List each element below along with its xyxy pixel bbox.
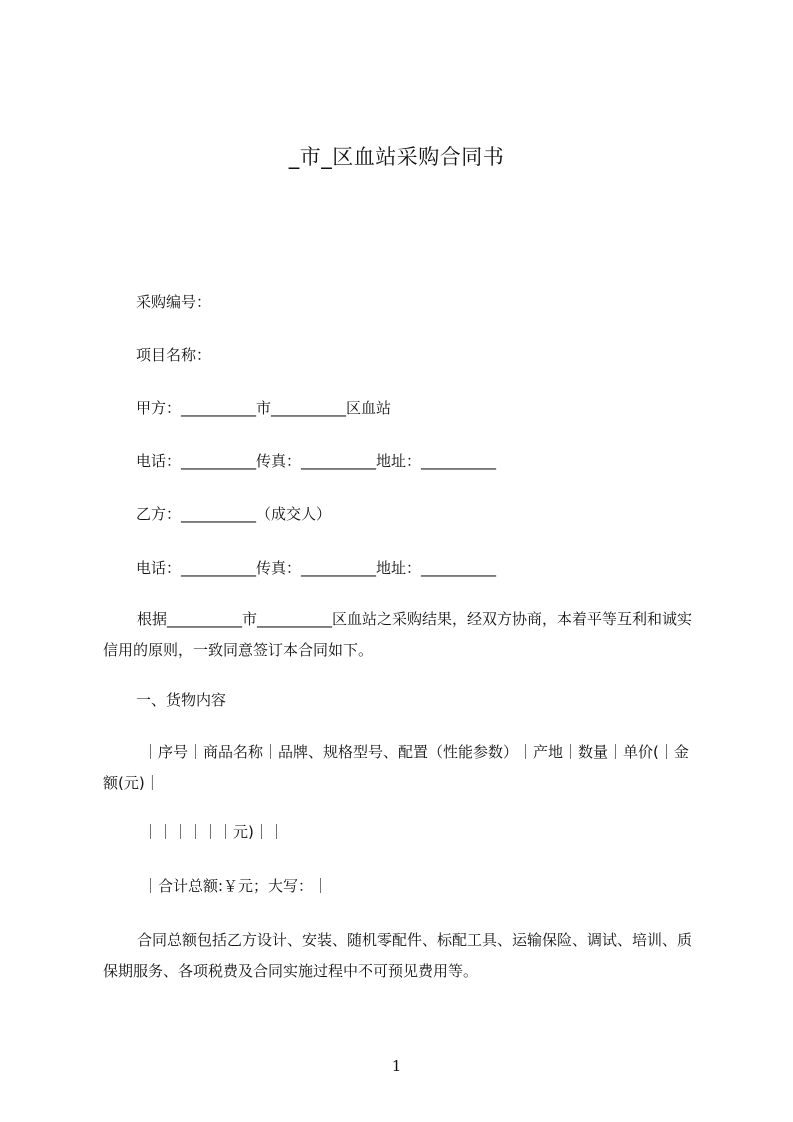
party-b-field: 乙方：__________（成交人） (136, 505, 332, 523)
party-a-contact-field: 电话：__________传真：__________地址：__________ (136, 452, 497, 470)
party-a-field: 甲方：__________市__________区血站 (136, 399, 392, 417)
contract-title: _市_区血站采购合同书 (288, 145, 505, 169)
procurement-number-field: 采购编号： (136, 293, 212, 311)
project-name-field: 项目名称： (136, 346, 212, 364)
goods-table-blank-row: ｜｜｜｜｜｜元)｜｜ (143, 823, 284, 841)
total-amount-note: 合同总额包括乙方设计、安装、随机零配件、标配工具、运输保险、调试、培训、质保期服务、各项税费及合同实施过程中不可预见费用等。 (103, 931, 693, 980)
goods-table-total-row: ｜合计总额:￥元；大写：｜ (143, 877, 329, 895)
party-b-contact-field: 电话：__________传真：__________地址：__________ (136, 559, 497, 577)
page-number: 1 (391, 1057, 402, 1075)
goods-table-header: ｜序号｜商品名称｜品牌、规格型号、配置（性能参数）｜产地｜数量｜单价(｜金额(元)｜ (103, 743, 689, 792)
intro-paragraph: 根据__________市__________区血站之采购结果，经双方协商，本着平等互利和诚实信用的原则，一致同意签订本合同如下。 (103, 610, 693, 659)
section-heading-goods: 一、货物内容 (136, 691, 227, 709)
